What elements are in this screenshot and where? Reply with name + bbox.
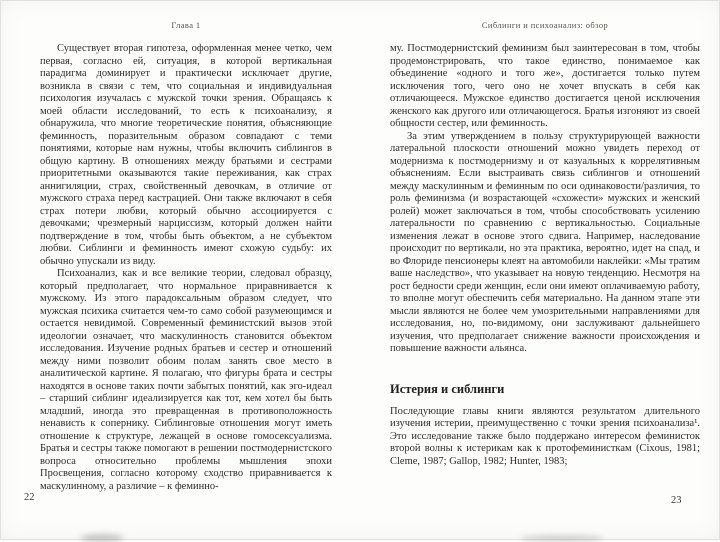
page-number-right: 23: [671, 495, 682, 506]
paragraph: За этим утверждением в пользу структурирующей важности латеральной плоскости отношений можно увидеть переход от модернизма к постмодернизму и от казуальных к коррелятивным объяснениям. Если выстраивать связь сиблингов и отношений между маскулинным и феминным по оси одинаковости/различия, то роль феминизма (и возрастающей «схожести» мужских и женский ролей) может заключаться в том, чтобы способствовать усилению латеральности по сравнению с вертикальностью. Социальные изменения лежат в основе этого сдвига. Например, наследование происходит по вертикали, но эта практика, вероятно, идет на спад, и во Флориде пенсионеры клеят на автомобили наклейки: «Мы тратим ваше наследство», что указывает на новую тенденцию. Несмотря на рост бедности среди женщин, если они имеют оплачиваемую работу, то вполне могут обеспечить себя материально. На данном этапе эти мысли являются не более чем умозрительными направлениями для исследования, но, по-видимому, они заслуживают дальнейшего изучения, что предполагает снижение важности происхождения и повышение важности альянса.: [390, 130, 700, 354]
scan-artifact: [80, 534, 124, 542]
page-right-body: [390, 43, 700, 468]
paragraph: му. Постмодернистский феминизм был заинтересован в том, чтобы продемонстрировать, что такое единство, понимаемое как объединение «одного и того же», достигается только путем исключения того, чего оно не хочет впускать в себя как отличающееся. Мужское единство достигается ценой исключения женского как другого или отличающегося. Братья изгоняют из своей общности сестер, или феминность.: [390, 43, 700, 129]
scan-artifact: [520, 535, 604, 542]
page-left: [40, 20, 332, 493]
section-heading: Истерия и сиблинги: [390, 381, 505, 396]
page-right: [390, 20, 700, 468]
running-header-right: Сиблинги и психоанализ: обзор: [481, 20, 609, 30]
page-left-body: [40, 43, 332, 493]
page-number-left: 22: [24, 492, 35, 503]
paragraph: Психоанализ, как и все великие теории, следовал образцу, который предполагает, что нормальное приравнивается к мужскому. Из этого парадоксальным образом следует, что мужская психика считается чем-то само собой разумеющимся и остается невидимой. Современный феминистский вызов этой идеологии означает, что маскулинность становится объектом исследования. Изучение родных братьев и сестер и отношений между ними позволит обоим полам занять свое место в аналитической картине. Я полагаю, что фигуры брата и сестры находятся в основе таких почти забытых понятий, как эго-идеал – старший сиблинг идеализируется как тот, кем хотел бы быть младший, иногда это превращенная в противоположность ненависть к сопернику. Сиблинговые отношения могут иметь отношение к структуре, лежащей в основе гомосексуализма. Братья и сестры также помогают в решении постмодернистского вопроса относительно проблемы мышления эпохи Просвещения, согласно которому сходство приравнивается к маскулинному, а различие – к феминно-: [40, 268, 332, 492]
paragraph: Последующие главы книги являются результатом длительного изучения истерии, преимущественно с точки зрения психоанализа¹. Это исследование также было поддержано интересом феминисток второй волны к истерикам как к протофеминисткам (Cixous, 1981; Cleme, 1987; Gallop, 1982; Hunter, 1983;: [390, 405, 700, 467]
running-header-left: Глава 1: [171, 20, 201, 30]
paragraph: Существует вторая гипотеза, оформленная менее четко, чем первая, согласно ей, ситуация, в которой вертикальная парадигма доминирует и практически исключает другие, возникла в связи с тем, что социальная и индивидуальная психология изучалась с мужской точки зрения. Обращаясь к моей области исследований, то есть к психоанализу, я обнаружила, что многие теоретические понятия, объясняющие феминность, поразительным образом совпадают с теми понятиями, которые нам нужны, чтобы включить сиблингов в общую картину. В отношениях между братьями и сестрами приоритетными оказываются такие переживания, как страх аннигиляции, страх, свойственный девочкам, в отличие от мужского страха перед кастрацией. Они также включают в себя страх потери любви, который обычно ассоциируется с девочками; чрезмерный нарциссизм, который должен найти подтверждение в том, чтобы быть объектом, а не субъектом любви. Сиблинги и феминность имеют схожую судьбу: их обычно упускали из виду.: [40, 43, 332, 267]
